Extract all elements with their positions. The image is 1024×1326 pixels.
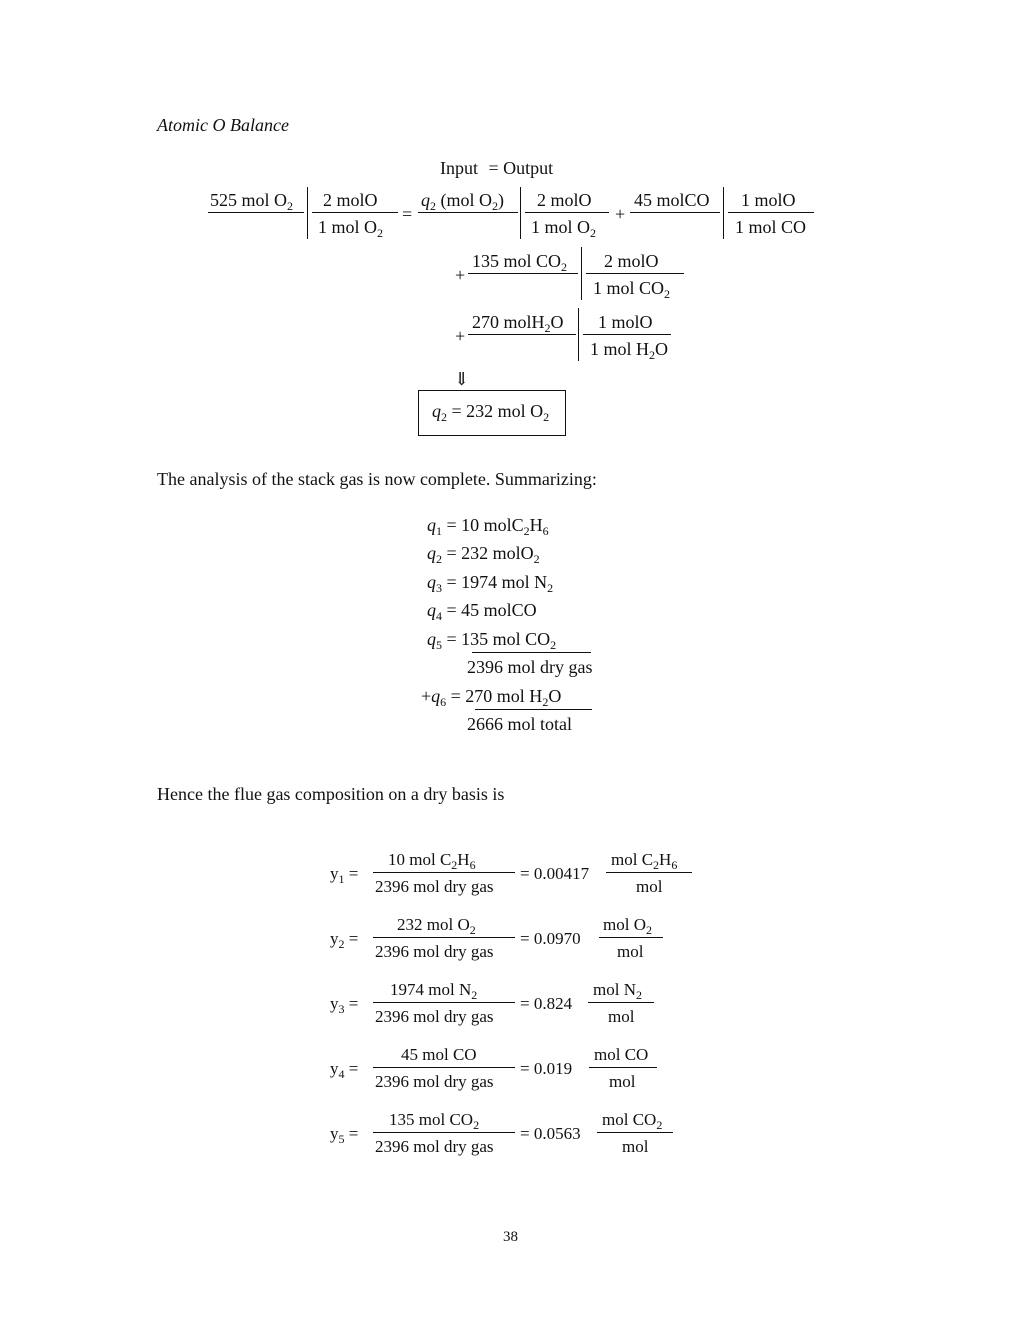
mole-fraction-label: $y_3$ = [330, 994, 359, 1016]
section-title: Atomic O Balance [157, 115, 289, 135]
plus-sign: + [455, 326, 466, 346]
unit-denominator: mol [622, 1137, 649, 1156]
unit-bar [307, 187, 308, 239]
fraction-line [373, 1132, 515, 1133]
plus-sign: + [455, 265, 466, 285]
conversion-numerator: 2 molO [604, 251, 659, 271]
unit-denominator: mol [609, 1072, 636, 1091]
conversion-numerator: 2 molO [323, 190, 378, 210]
summary-row-q5: $q_5 = 135$ mol $CO_2$ [427, 629, 557, 652]
composition-numerator: 135 mol $CO_2$ [389, 1110, 480, 1132]
summary-row-q4: $q_4 = 45$ molCO [427, 600, 537, 623]
summary-row-q6: $+q_6 = 270$ mol $H_2O$ [421, 686, 562, 709]
fraction-line [373, 937, 515, 938]
fraction-line [597, 1132, 673, 1133]
header-output: Output [503, 158, 554, 178]
fraction-line [468, 334, 576, 335]
fraction-line [728, 212, 814, 213]
conversion-numerator: 1 molO [598, 312, 653, 332]
summary-intro: The analysis of the stack gas is now complete. Summarizing: [157, 469, 597, 489]
plus-sign: + [615, 204, 626, 224]
summary-row-q3: $q_3 = 1974$ mol $N_2$ [427, 572, 554, 595]
grand-total: 2666 mol total [467, 714, 572, 734]
summary-row-q2: $q_2 = 232$ molO$_2$ [427, 543, 540, 566]
fraction-line [373, 872, 515, 873]
conversion-denominator: 1 mol $H_2O$ [590, 339, 669, 362]
fraction-line [606, 872, 692, 873]
composition-value: = 0.0970 [520, 929, 581, 948]
fraction-line [208, 212, 304, 213]
fraction-line [312, 212, 398, 213]
composition-denominator: 2396 mol dry gas [375, 1137, 494, 1156]
fraction-line [630, 212, 720, 213]
conversion-denominator: 1 mol $O_2$ [531, 217, 597, 240]
header-input: Input [440, 158, 478, 178]
fraction-line [588, 1002, 654, 1003]
unit-bar [578, 308, 579, 361]
unit-denominator: mol [608, 1007, 635, 1026]
composition-value: = 0.00417 [520, 864, 590, 883]
unit-bar [520, 187, 521, 239]
balance-header [440, 158, 553, 178]
mole-fraction-label: $y_2$ = [330, 929, 359, 951]
fraction-line [586, 273, 684, 274]
composition-intro: Hence the flue gas composition on a dry basis is [157, 784, 505, 804]
header-equals: = [488, 158, 499, 178]
conversion-denominator: 1 mol CO [735, 217, 807, 237]
conversion-numerator: 1 molO [741, 190, 796, 210]
h2o-term: 270 molH$_2$O [472, 312, 564, 335]
conversion-numerator: 2 molO [537, 190, 592, 210]
composition-denominator: 2396 mol dry gas [375, 1007, 494, 1026]
fraction-line [468, 273, 578, 274]
unit-numerator: mol CO [594, 1045, 649, 1064]
fraction-line [599, 937, 663, 938]
composition-numerator: 232 mol $O_2$ [397, 915, 476, 937]
page-number: 38 [503, 1229, 518, 1245]
fraction-line [583, 334, 671, 335]
composition-denominator: 2396 mol dry gas [375, 942, 494, 961]
conversion-denominator: 1 mol $CO_2$ [593, 278, 671, 301]
mole-fraction-label: $y_1$ = [330, 864, 359, 886]
unit-numerator: mol $N_2$ [593, 980, 642, 1002]
composition-value: = 0.0563 [520, 1124, 581, 1143]
co-term: 45 molCO [634, 190, 710, 210]
mole-fraction-label: $y_4$ = [330, 1059, 359, 1081]
fraction-line [418, 212, 518, 213]
dry-gas-total: 2396 mol dry gas [467, 657, 593, 677]
composition-value: = 0.824 [520, 994, 573, 1013]
composition-denominator: 2396 mol dry gas [375, 877, 494, 896]
fraction-line [525, 212, 609, 213]
fraction-line [373, 1002, 515, 1003]
q2-result: $q_2 = 232$ mol $O_2$ [432, 401, 550, 424]
fraction-line [589, 1067, 657, 1068]
unit-denominator: mol [636, 877, 663, 896]
equals-sign: = [402, 204, 413, 224]
mole-fraction-label: $y_5$ = [330, 1124, 359, 1146]
composition-numerator: 1974 mol $N_2$ [390, 980, 478, 1002]
composition-numerator: 45 mol CO [401, 1045, 477, 1064]
unit-bar [581, 247, 582, 300]
unit-numerator: mol $O_2$ [603, 915, 652, 937]
q2-term: $q_2$ (mol $O_2$) [421, 190, 504, 213]
composition-value: = 0.019 [520, 1059, 573, 1078]
double-down-arrow-icon: ⇓ [454, 369, 470, 389]
unit-denominator: mol [617, 942, 644, 961]
fraction-line [373, 1067, 515, 1068]
composition-denominator: 2396 mol dry gas [375, 1072, 494, 1091]
o2-feed-term: 525 mol $O_2$ [210, 190, 294, 213]
co2-term: 135 mol $CO_2$ [472, 251, 568, 274]
summary-row-q1: $q_1 = 10$ $molC_2H_6$ [427, 515, 549, 538]
composition-numerator: 10 mol $C_2H_6$ [388, 850, 476, 872]
unit-bar [723, 187, 724, 239]
sum-line [475, 709, 592, 710]
unit-numerator: mol $CO_2$ [602, 1110, 663, 1132]
conversion-denominator: 1 mol $O_2$ [318, 217, 384, 240]
sum-line [472, 652, 591, 653]
unit-numerator: mol $C_2H_6$ [611, 850, 678, 872]
